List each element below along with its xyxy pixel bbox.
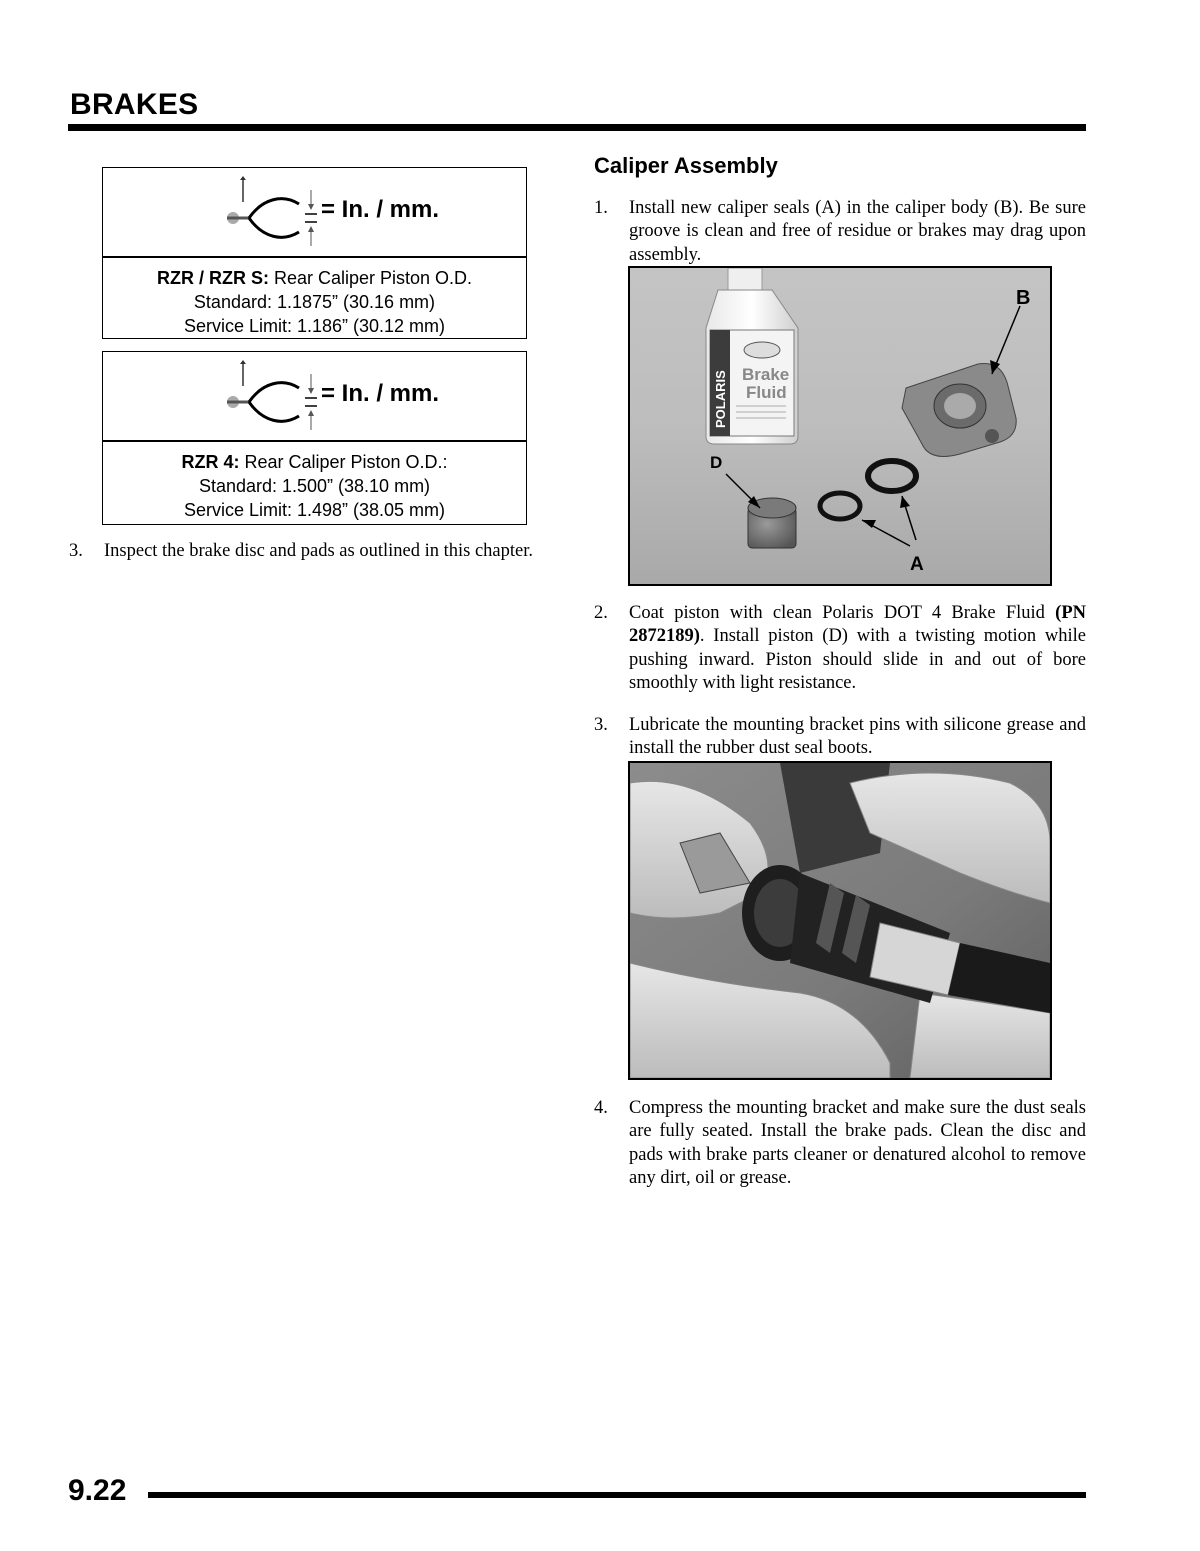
header-rule: [68, 124, 1086, 131]
page-header: BRAKES: [70, 88, 199, 121]
step-text: Inspect the brake disc and pads as outlined in this chapter.: [104, 541, 533, 561]
callout-a: A: [910, 554, 924, 575]
step-text: Lubricate the mounting bracket pins with silicone grease and install the rubber dust seal boots.: [629, 715, 1086, 759]
spec-box-rzr4: [102, 351, 527, 525]
spec-title-line: [103, 266, 526, 290]
spec-model: RZR 4:: [181, 452, 240, 472]
step-number: 3.: [594, 715, 608, 735]
caliper-parts-photo: [628, 266, 1052, 586]
spec-box-rzr: [102, 167, 527, 339]
step-1: [594, 197, 1086, 267]
step-text-after: . Install piston (D) with a twisting motion while pushing inward. Piston should slide in and out of bore smoothly with light resistance.: [629, 626, 1086, 694]
left-step-3: [69, 540, 574, 563]
caliper-gauge-icon: [213, 176, 323, 250]
spec-item: Rear Caliper Piston O.D.: [273, 268, 473, 288]
step-number: 3.: [69, 541, 83, 561]
spec-box-body: [103, 258, 526, 338]
step-text: Compress the mounting bracket and make sure the dust seals are fully seated. Install the brake pads. Clean the disc and pads with brake parts cleaner or denatured alcohol to remove any dirt, oil or grease.: [629, 1098, 1086, 1189]
unit-label: = In. / mm.: [321, 196, 440, 223]
step-3: [594, 714, 1086, 761]
spec-box-header: [103, 352, 526, 442]
part-number: (PN 2872189): [629, 603, 1086, 647]
step-4: [594, 1097, 1086, 1191]
page-number: 9.22: [68, 1474, 127, 1507]
spec-standard: Standard: 1.1875” (30.16 mm): [193, 292, 436, 312]
unit-label: = In. / mm.: [321, 380, 440, 407]
bottle-line-1: Brake: [742, 365, 790, 384]
spec-title-line: [103, 450, 526, 474]
dust-boot-photo: [628, 761, 1052, 1080]
spec-service-limit: Service Limit: 1.186” (30.12 mm): [183, 316, 446, 336]
step-2: [594, 602, 1086, 696]
step-text-before: Coat piston with clean Polaris DOT 4 Brake Fluid: [629, 603, 1056, 623]
caliper-gauge-icon: [213, 360, 323, 434]
spec-service-limit: Service Limit: 1.498” (38.05 mm): [183, 500, 446, 520]
step-text: Install new caliper seals (A) in the caliper body (B). Be sure groove is clean and free of residue or brakes may drag upon assembly.: [629, 198, 1086, 265]
spec-standard: Standard: 1.500” (38.10 mm): [198, 476, 431, 496]
section-title: Caliper Assembly: [594, 153, 778, 178]
spec-model: RZR / RZR S:: [156, 268, 269, 288]
step-number: 1.: [594, 198, 608, 218]
bottle-brand: POLARIS: [713, 370, 728, 428]
step-number: 4.: [594, 1098, 608, 1118]
footer-rule: [148, 1492, 1086, 1498]
spec-item: Rear Caliper Piston O.D.:: [244, 452, 448, 472]
callout-b: B: [1016, 287, 1031, 309]
spec-box-body: [103, 442, 526, 524]
spec-box-header: [103, 168, 526, 258]
callout-d: D: [710, 453, 723, 472]
step-number: 2.: [594, 603, 608, 623]
bottle-line-2: Fluid: [746, 383, 787, 402]
